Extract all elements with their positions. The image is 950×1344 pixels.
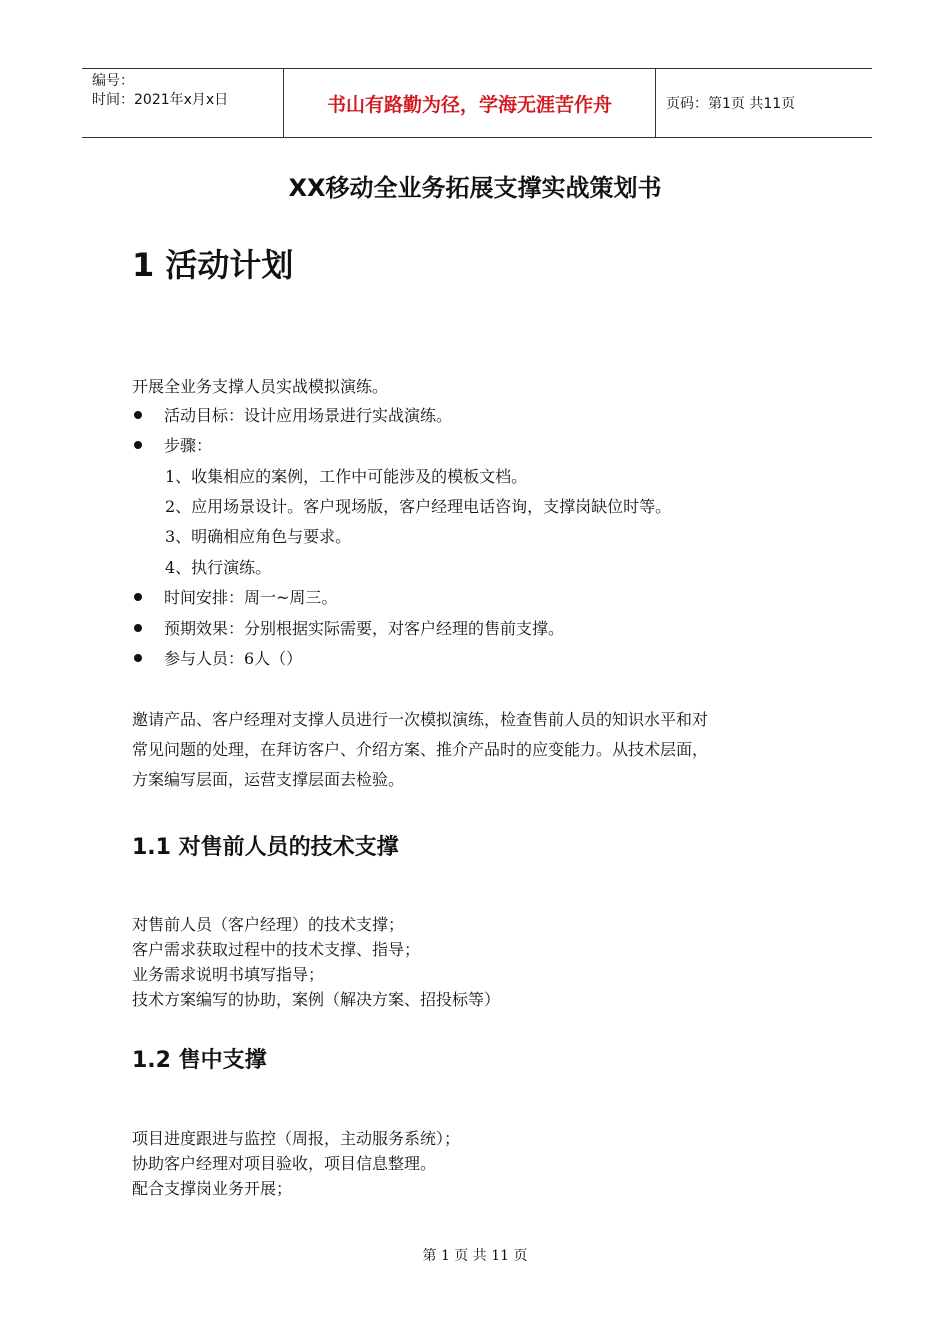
list-item: 对售前人员（客户经理）的技术支撑； bbox=[132, 915, 405, 934]
bullet-dot-icon bbox=[134, 593, 142, 601]
list-item: 项目进度跟进与监控（周报，主动服务系统）； bbox=[132, 1129, 461, 1148]
bullet-item: 活动目标：设计应用场景进行实战演练。 bbox=[134, 401, 452, 431]
step-item: 3、明确相应角色与要求。 bbox=[165, 527, 352, 546]
section-1-1-heading: 1.1 对售前人员的技术支撑 bbox=[132, 835, 399, 860]
bullet-item: 时间安排：周一~周三。 bbox=[134, 583, 337, 613]
bullet-dot-icon bbox=[134, 441, 142, 449]
bullet-dot-icon bbox=[134, 411, 142, 419]
header-motto: 书山有路勤为径，学海无涯苦作舟 bbox=[284, 69, 656, 137]
section-1-2-heading: 1.2 售中支撑 bbox=[132, 1048, 267, 1073]
bullet-item: 参与人员：6人（） bbox=[134, 644, 302, 674]
section-1-1-list bbox=[132, 912, 500, 1012]
step-item: 2、应用场景设计。客户现场版，客户经理电话咨询，支撑岗缺位时等。 bbox=[165, 497, 672, 516]
list-item: 协助客户经理对项目验收，项目信息整理。 bbox=[132, 1154, 437, 1173]
document-title: XX移动全业务拓展支撑实战策划书 bbox=[288, 174, 662, 202]
step-item: 4、执行演练。 bbox=[165, 558, 272, 577]
header-page-label: 页码：第1页 共11页 bbox=[666, 96, 796, 112]
list-item: 客户需求获取过程中的技术支撑、指导； bbox=[132, 940, 421, 959]
list-item: 配合支撑岗业务开展； bbox=[132, 1179, 293, 1198]
section-1-2-list bbox=[132, 1126, 460, 1201]
page-footer: 第 1 页 共 11 页 bbox=[422, 1248, 528, 1264]
section-1-heading: 1 活动计划 bbox=[132, 246, 294, 284]
bullet-dot-icon bbox=[134, 624, 142, 632]
section-1-intro: 开展全业务支撑人员实战模拟演练。 bbox=[132, 377, 389, 396]
list-item: 业务需求说明书填写指导； bbox=[132, 965, 325, 984]
list-item: 技术方案编写的协助，案例（解决方案、招投标等） bbox=[132, 990, 501, 1009]
bullet-item: 预期效果：分别根据实际需要，对客户经理的售前支撑。 bbox=[134, 614, 564, 644]
bullet-item: 步骤： bbox=[134, 431, 212, 461]
step-item: 1、收集相应的案例，工作中可能涉及的模板文档。 bbox=[165, 467, 528, 486]
number-label: 编号： bbox=[92, 73, 134, 89]
bullet-dot-icon bbox=[134, 654, 142, 662]
section-1-body: 邀请产品、客户经理对支撑人员进行一次模拟演练，检查售前人员的知识水平和对 常见问题的处理，在拜访客户、介绍方案、推介产品时的应变能力。从技术层面， 方案编写层面，运营支撑层面去检验。 bbox=[132, 710, 709, 789]
time-label: 时间：2021年x月x日 bbox=[92, 92, 229, 108]
header-meta bbox=[82, 69, 284, 137]
page-header bbox=[82, 68, 872, 138]
